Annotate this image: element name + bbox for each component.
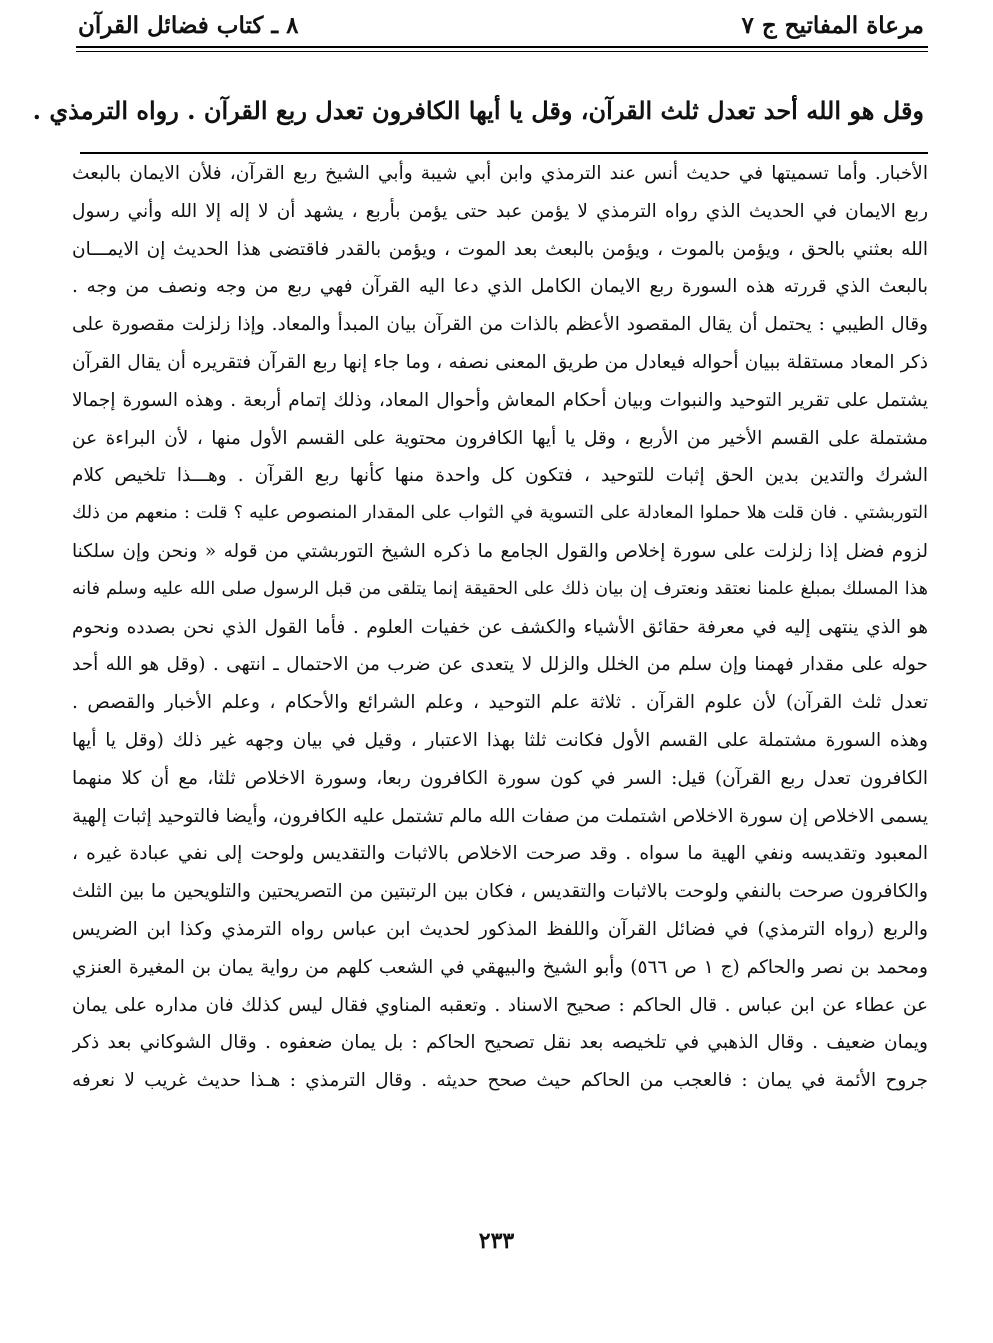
text-line: يسمى الاخلاص إن سورة الاخلاص اشتملت من صفات الله مالم تشتمل عليه الكافرون، وأيضا فالتوحيد إثبات إلهية (72, 805, 928, 827)
running-header (78, 8, 924, 42)
text-line: هو الذي ينتهى إليه في معرفة حقائق الأشياء والكشف عن خفيات العلوم . فأما القول الذي نحن بصدده ونحوم (72, 616, 928, 638)
page-number: ٢٣٣ (478, 1228, 515, 1254)
text-line: جروح الأئمة في يمان : فالعجب من الحاكم حيث صحح حديثه . وقال الترمذي : هـذا حديث غريب لا نعرفه (72, 1070, 928, 1092)
header-book-title: مرعاة المفاتيح ج ٧ (741, 11, 924, 39)
text-line: ربع الايمان في الحديث الذي رواه الترمذي لا يؤمن عبد حتى يؤمن بأربع ، يشهد أن لا إله إلا الله وأني رسول (72, 200, 928, 222)
header-chapter-title: ٨ ـ كتاب فضائل القرآن (78, 11, 299, 39)
text-line: تعدل ثلث القرآن) لأن علوم القرآن . ثلاثة علم التوحيد ، وعلم الشرائع والأحكام ، وعلم الأخبار والقصص . (72, 692, 928, 714)
commentary-body (72, 155, 928, 1100)
header-rule (76, 46, 928, 48)
text-line: والكافرون صرحت بالنفي ولوحت بالاثبات والتقديس ، فكان بين الرتبتين من التصريحتين والتلويحين ما بين الثلث (72, 881, 928, 903)
text-line: ومحمد بن نصر والحاكم (ج ١ ص ٥٦٦) وأبو الشيخ والبيهقي في الشعب كلهم من رواية يمان بن المغيرة العنزي (72, 956, 928, 978)
text-line: وقال الطيبي : يحتمل أن يقال المقصود الأعظم بالذات من القرآن بيان المبدأ والمعاد. وإذا زلزلت مقصورة على (72, 314, 928, 336)
text-line: وهذه السورة مشتملة على القسم الأول فكانت ثلثا بهذا الاعتبار ، وقيل في بيان وجهه غير ذلك (وقل يا أيها (72, 729, 928, 751)
text-line: ويمان ضعيف . وقال الذهبي في تلخيصه بعد نقل تصحيح الحاكم : بل يمان ضعفوه . وقال الشوكاني بعد ذكر (72, 1032, 928, 1054)
text-line: والربع (رواه الترمذي) في فضائل القرآن واللفظ المذكور لحديث ابن عباس رواه الترمذي وكذا ابن الضريس (72, 918, 928, 940)
text-line: الشرك والتدين بدين الحق إثبات للتوحيد ، فتكون كل واحدة منها كأنها ربع القرآن . وهـــذا تلخيص كلام (72, 465, 928, 487)
text-line: عن عطاء عن ابن عباس . قال الحاكم : صحيح الاسناد . وتعقبه المناوي فقال ليس كذلك فان مداره على يمان (72, 994, 928, 1016)
text-line: مشتملة على القسم الأخير من الأربع ، وقل يا أيها الكافرون محتوية على القسم الأول منها ، لأن البراءة عن (72, 427, 928, 449)
text-line: حوله على مقدار فهمنا وإن سلم من الخلل والزلل لا يتعدى عن ضرب من الاحتمال ـ انتهى . (وقل هو الله أحد (72, 654, 928, 676)
text-line: بالبعث الذي قررته هذه السورة ربع الايمان الكامل الذي دعا اليه القرآن فهي ربع من وجه ونصف من وجه . (72, 276, 928, 298)
text-line: التوربشتي . فان قلت هلا حملوا المعادلة على التسوية في الثواب على المقدار المنصوص عليه ؟ قلت : منعهم من ذلك (72, 503, 928, 524)
text-line: هذا المسلك بمبلغ علمنا نعتقد ونعترف إن بيان ذلك على الحقيقة إنما يتلقى من قبل الرسول صلى الله عليه وسلم فانه (72, 578, 928, 599)
text-line: الله بعثني بالحق ، ويؤمن بالموت ، ويؤمن بالبعث بعد الموت ، ويؤمن بالقدر فاقتضى هذا الحديث إن الايمـــان (72, 238, 928, 260)
hadith-text: وقل هو الله أحد تعدل ثلث القرآن، وقل يا أيها الكافرون تعدل ربع القرآن . رواه الترمذي . (32, 96, 924, 125)
text-line: ذكر المعاد مستقلة ببيان أحواله فيعادل من طريق المعنى نصفه ، وما جاء إنها ربع القرآن فتقريره أن يقال القرآن (72, 351, 928, 373)
text-line: يشتمل على تقرير التوحيد والنبوات وبيان أحكام المعاش وأحوال المعاد، وذلك إتمام أربعة . وهذه السورة إجمالا (72, 389, 928, 411)
text-line: لزوم فضل إذا زلزلت على سورة إخلاص والقول الجامع ما ذكره الشيخ التوربشتي من قوله « ونحن وإن سلكنا (72, 540, 928, 562)
text-line: المعبود وتقديسه ونفي الهية ما سواه . وقد صرحت الاخلاص بالاثبات والتقديس ولوحت إلى نفي عبادة غيره ، (72, 843, 928, 865)
text-line: الأخبار. وأما تسميتها في حديث أنس عند الترمذي وابن أبي شيبة وأبي الشيخ ربع القرآن، فلأن الايمان بالبعث (72, 163, 928, 184)
commentary-separator-rule (80, 152, 928, 154)
text-line: الكافرون تعدل ربع القرآن) قيل: السر في كون سورة الكافرون ربعا، وسورة الاخلاص ثلثا، مع أن كلا منهما (72, 767, 928, 789)
header-rule-thin (76, 51, 928, 52)
